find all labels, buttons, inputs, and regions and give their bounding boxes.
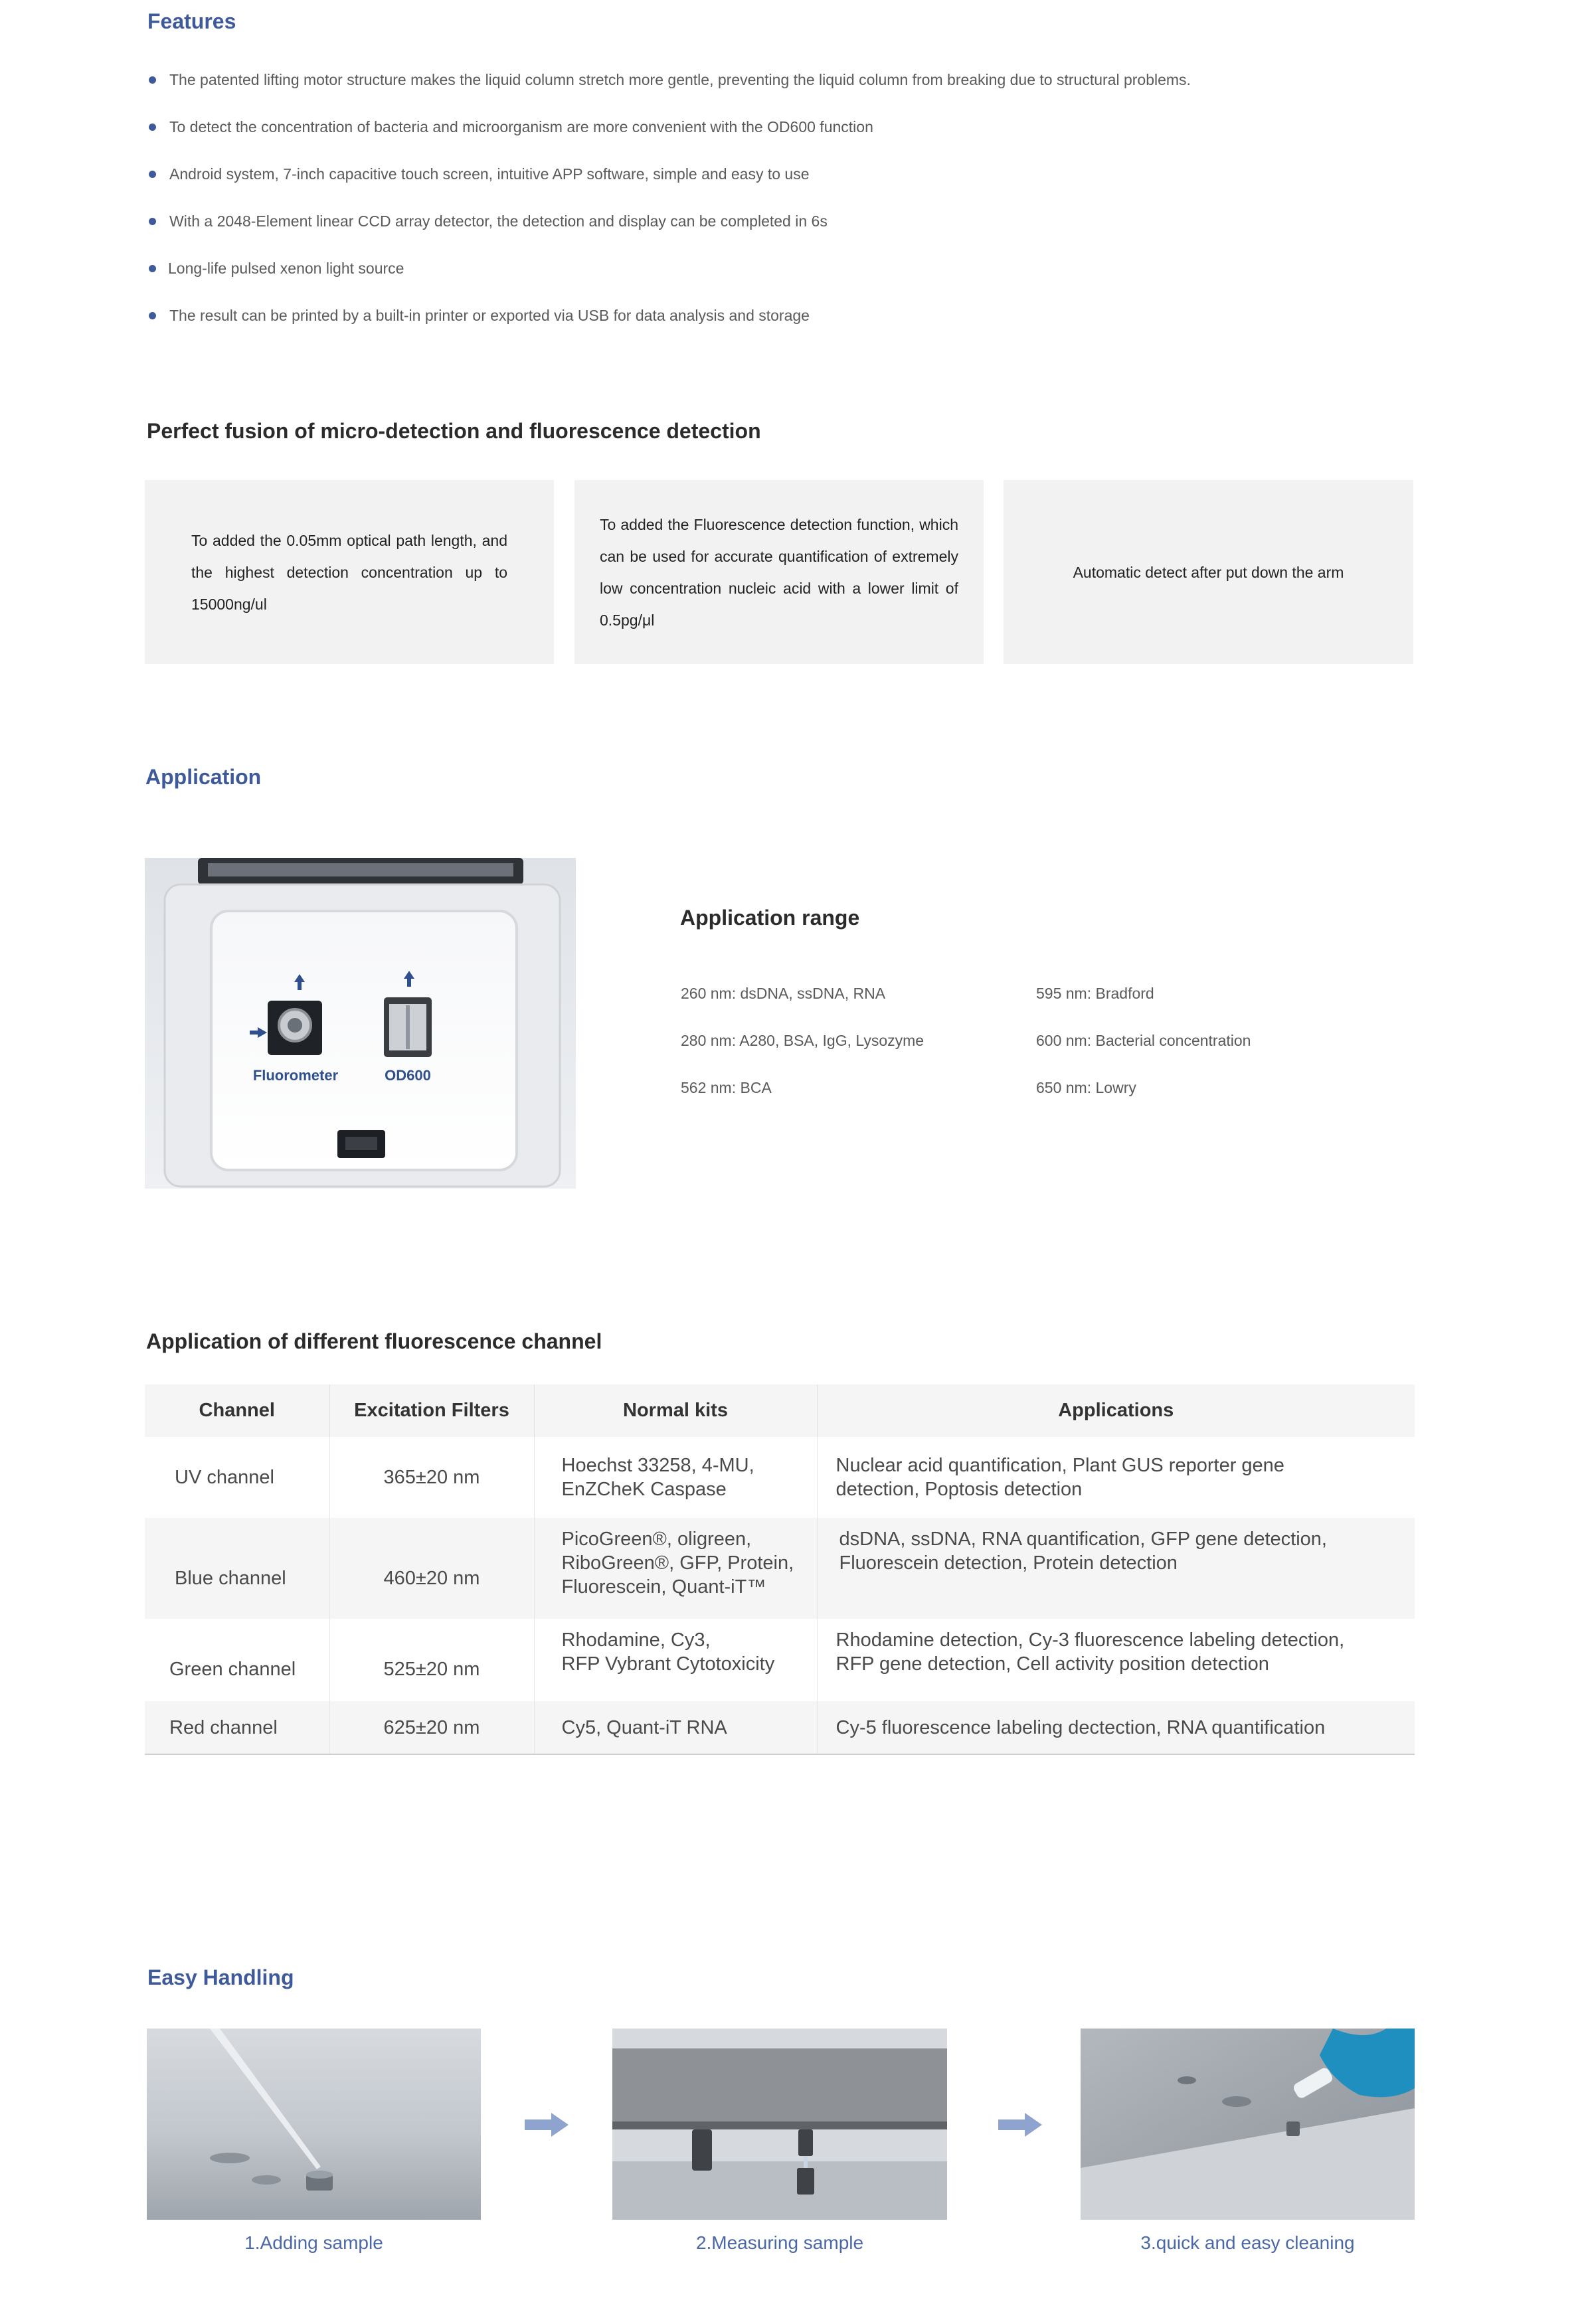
table-row — [145, 1701, 1415, 1754]
range-item: 562 nm: BCA — [681, 1079, 772, 1096]
bullet-icon — [149, 76, 156, 84]
range-item: 650 nm: Lowry — [1036, 1079, 1136, 1096]
fusion-box-optical-path — [145, 480, 554, 664]
cell-filter: 625±20 nm — [329, 1701, 534, 1754]
device-photo — [145, 858, 576, 1189]
feature-text: To detect the concentration of bacteria and microorganism are more convenient with the OD600 function — [169, 118, 873, 135]
step-caption-measuring: 2.Measuring sample — [695, 2232, 864, 2253]
step-photo-cleaning — [1081, 2029, 1415, 2220]
application-title: Application — [145, 765, 262, 789]
fusion-box-auto-detect — [1004, 480, 1413, 664]
fluorometer-label: Fluorometer — [252, 1067, 339, 1084]
cleaning-illustration — [1081, 2029, 1415, 2220]
bullet-icon — [149, 171, 156, 178]
feature-text: The result can be printed by a built-in printer or exported via USB for data analysis and storage — [169, 307, 810, 324]
column-header-filters: Excitation Filters — [329, 1384, 534, 1437]
cell-channel: UV channel — [145, 1437, 329, 1518]
cell-channel: Blue channel — [145, 1518, 329, 1619]
feature-item — [147, 66, 1409, 114]
table-row — [145, 1619, 1415, 1701]
bullet-icon — [149, 124, 156, 131]
cell-kits: Cy5, Quant-iT RNA — [534, 1701, 817, 1754]
adding-sample-illustration — [147, 2029, 481, 2220]
features-list — [147, 66, 1409, 349]
application-range-title: Application range — [680, 906, 860, 930]
arrow-right-icon — [998, 2112, 1042, 2138]
fluorescence-table — [145, 1384, 1415, 1755]
step-photo-measuring — [612, 2029, 947, 2220]
feature-item — [147, 302, 1409, 349]
feature-text: Android system, 7-inch capacitive touch screen, intuitive APP software, simple and easy to use — [169, 165, 810, 183]
step-caption-cleaning: 3.quick and easy cleaning — [1140, 2232, 1355, 2253]
fusion-text: Automatic detect after put down the arm — [1073, 563, 1344, 581]
handling-title: Easy Handling — [147, 1965, 294, 1989]
range-item: 600 nm: Bacterial concentration — [1036, 1032, 1251, 1049]
column-header-channel: Channel — [145, 1384, 329, 1437]
device-illustration — [145, 858, 576, 1189]
cell-filter: 365±20 nm — [329, 1437, 534, 1518]
fusion-title: Perfect fusion of micro-detection and fluorescence detection — [147, 419, 761, 443]
feature-text: With a 2048-Element linear CCD array detector, the detection and display can be completed in 6s — [169, 212, 828, 230]
cell-applications: Rhodamine detection, Cy-3 fluorescence labeling detection, RFP gene detection, Cell activity position detection — [835, 1629, 1345, 1675]
range-item: 280 nm: A280, BSA, IgG, Lysozyme — [681, 1032, 924, 1049]
bullet-icon — [149, 218, 156, 225]
column-header-applications: Applications — [817, 1384, 1415, 1437]
cell-filter: 525±20 nm — [329, 1619, 534, 1701]
feature-item — [147, 208, 1409, 255]
fusion-text: To added the Fluorescence detection function, which can be used for accurate quantification of extremely low concentration nucleic acid with a lower limit of 0.5pg/μl — [600, 515, 958, 629]
feature-item — [147, 114, 1409, 161]
cell-filter: 460±20 nm — [329, 1518, 534, 1619]
od600-label: OD600 — [385, 1067, 431, 1084]
bullet-icon — [149, 265, 156, 272]
cell-channel: Red channel — [145, 1701, 329, 1754]
feature-item — [147, 255, 1409, 302]
step-caption-adding: 1.Adding sample — [244, 2232, 383, 2253]
feature-text: Long-life pulsed xenon light source — [168, 260, 404, 277]
range-item: 595 nm: Bradford — [1036, 985, 1154, 1002]
cell-applications: Cy-5 fluorescence labeling dectection, RNA quantification — [817, 1701, 1415, 1754]
cell-kits: Hoechst 33258, 4-MU, EnZCheK Caspase — [534, 1437, 817, 1518]
cell-kits: PicoGreen®, oligreen, RiboGreen®, GFP, Protein, Fluorescein, Quant-iT™ — [534, 1518, 817, 1619]
cell-applications: Nuclear acid quantification, Plant GUS reporter gene detection, Poptosis detection — [835, 1455, 1284, 1500]
step-photo-adding — [147, 2029, 481, 2220]
bullet-icon — [149, 312, 156, 319]
cell-kits: Rhodamine, Cy3, RFP Vybrant Cytotoxicity — [534, 1619, 817, 1701]
cell-channel: Green channel — [145, 1619, 329, 1701]
cell-applications: dsDNA, ssDNA, RNA quantification, GFP gene detection, Fluorescein detection, Protein detection — [817, 1518, 1415, 1619]
fluorescence-title: Application of different fluorescence channel — [146, 1329, 602, 1353]
fusion-text: To added the 0.05mm optical path length, and the highest detection concentration up to 15000ng/ul — [191, 531, 507, 613]
table-header-row — [145, 1384, 1415, 1437]
table-row — [145, 1518, 1415, 1619]
measuring-sample-illustration — [612, 2029, 947, 2220]
column-header-kits: Normal kits — [534, 1384, 817, 1437]
table-row — [145, 1437, 1415, 1518]
feature-text: The patented lifting motor structure makes the liquid column stretch more gentle, preventing the liquid column from breaking due to structural problems. — [169, 71, 1191, 88]
fusion-box-fluorescence — [574, 480, 984, 664]
arrow-right-icon — [525, 2112, 569, 2138]
features-title: Features — [147, 9, 236, 33]
feature-item — [147, 161, 1409, 208]
range-item: 260 nm: dsDNA, ssDNA, RNA — [681, 985, 886, 1002]
